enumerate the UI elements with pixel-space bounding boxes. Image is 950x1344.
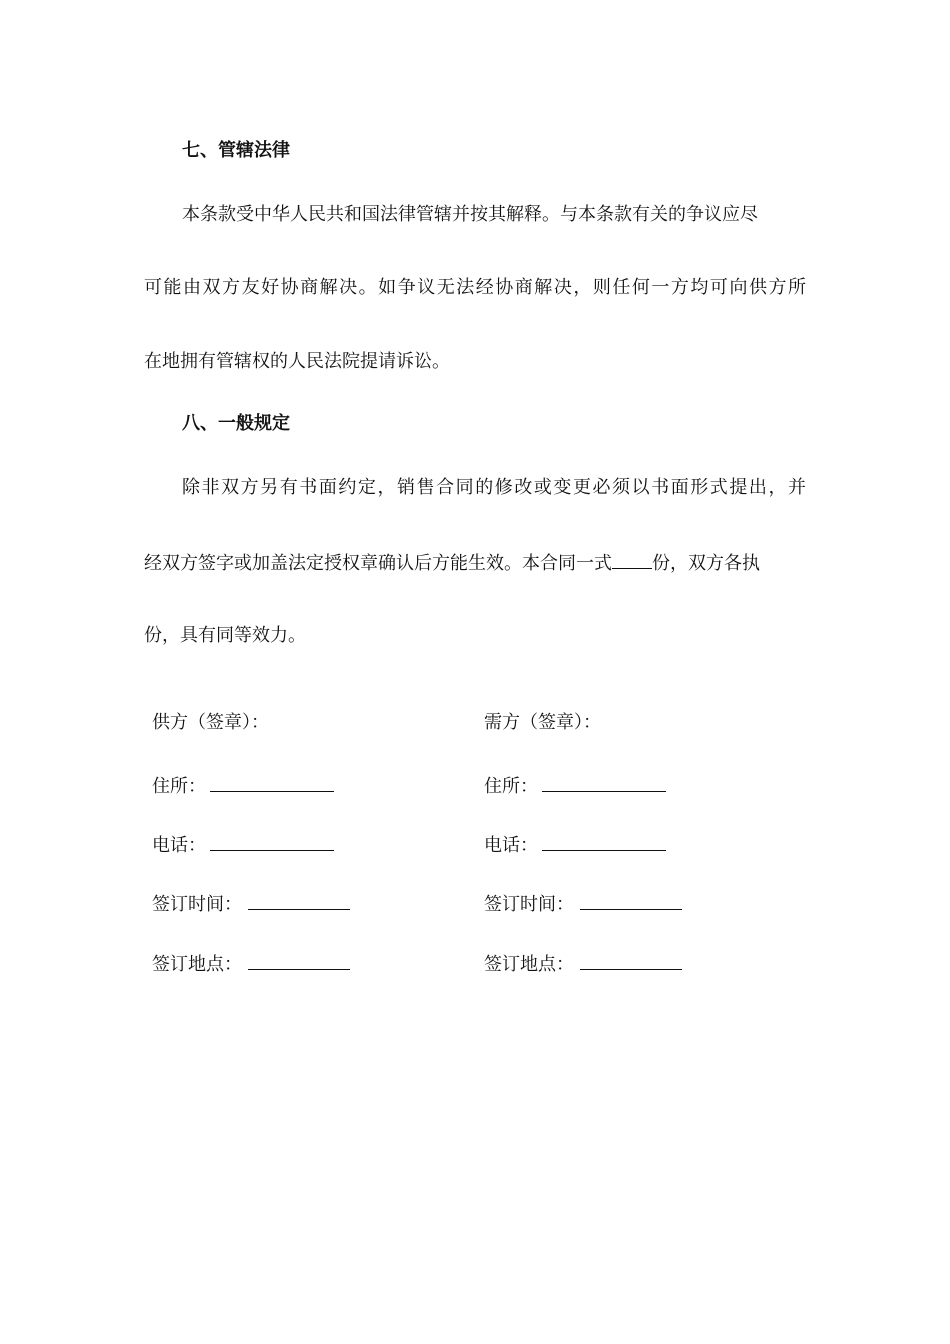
copies-count-blank [612,550,652,569]
buyer-address-row [484,771,666,799]
supplier-date-label: 签订时间： [152,894,242,915]
section-7-paragraph-line-3: 在地拥有管辖权的人民法院提请诉讼。 [144,351,450,372]
supplier-address-blank [210,771,334,792]
section-8-paragraph-line-1: 除非双方另有书面约定，销售合同的修改或变更必须以书面形式提出，并 [182,477,806,498]
buyer-phone-blank [542,830,666,851]
supplier-place-row [152,949,350,977]
section-8-heading: 八、一般规定 [182,413,290,434]
section-7-paragraph-line-1: 本条款受中华人民共和国法律管辖并按其解释。与本条款有关的争议应尽 [182,204,758,225]
supplier-place-blank [248,949,350,970]
supplier-address-row [152,771,334,799]
buyer-date-row [484,889,682,917]
buyer-place-blank [580,949,682,970]
supplier-phone-label: 电话： [152,835,206,856]
supplier-phone-blank [210,830,334,851]
buyer-signature-title: 需方（签章）： [484,712,601,733]
section-8-paragraph-line-3: 份，具有同等效力。 [144,625,306,646]
buyer-phone-label: 电话： [484,835,538,856]
buyer-address-label: 住所： [484,776,538,797]
buyer-phone-row [484,830,666,858]
section-8-line-2-text-after: 份，双方各执 [652,553,760,574]
buyer-address-blank [542,771,666,792]
buyer-place-label: 签订地点： [484,954,574,975]
supplier-date-row [152,889,350,917]
supplier-signature-title: 供方（签章）： [152,712,269,733]
buyer-place-row [484,949,682,977]
supplier-address-label: 住所： [152,776,206,797]
buyer-date-label: 签订时间： [484,894,574,915]
buyer-date-blank [580,889,682,910]
section-8-paragraph-line-2 [144,550,760,576]
supplier-phone-row [152,830,334,858]
supplier-place-label: 签订地点： [152,954,242,975]
section-8-line-2-text-before: 经双方签字或加盖法定授权章确认后方能生效。本合同一式 [144,553,612,574]
section-7-paragraph-line-2: 可能由双方友好协商解决。如争议无法经协商解决，则任何一方均可向供方所 [144,277,806,298]
supplier-date-blank [248,889,350,910]
section-7-heading: 七、管辖法律 [182,140,290,161]
